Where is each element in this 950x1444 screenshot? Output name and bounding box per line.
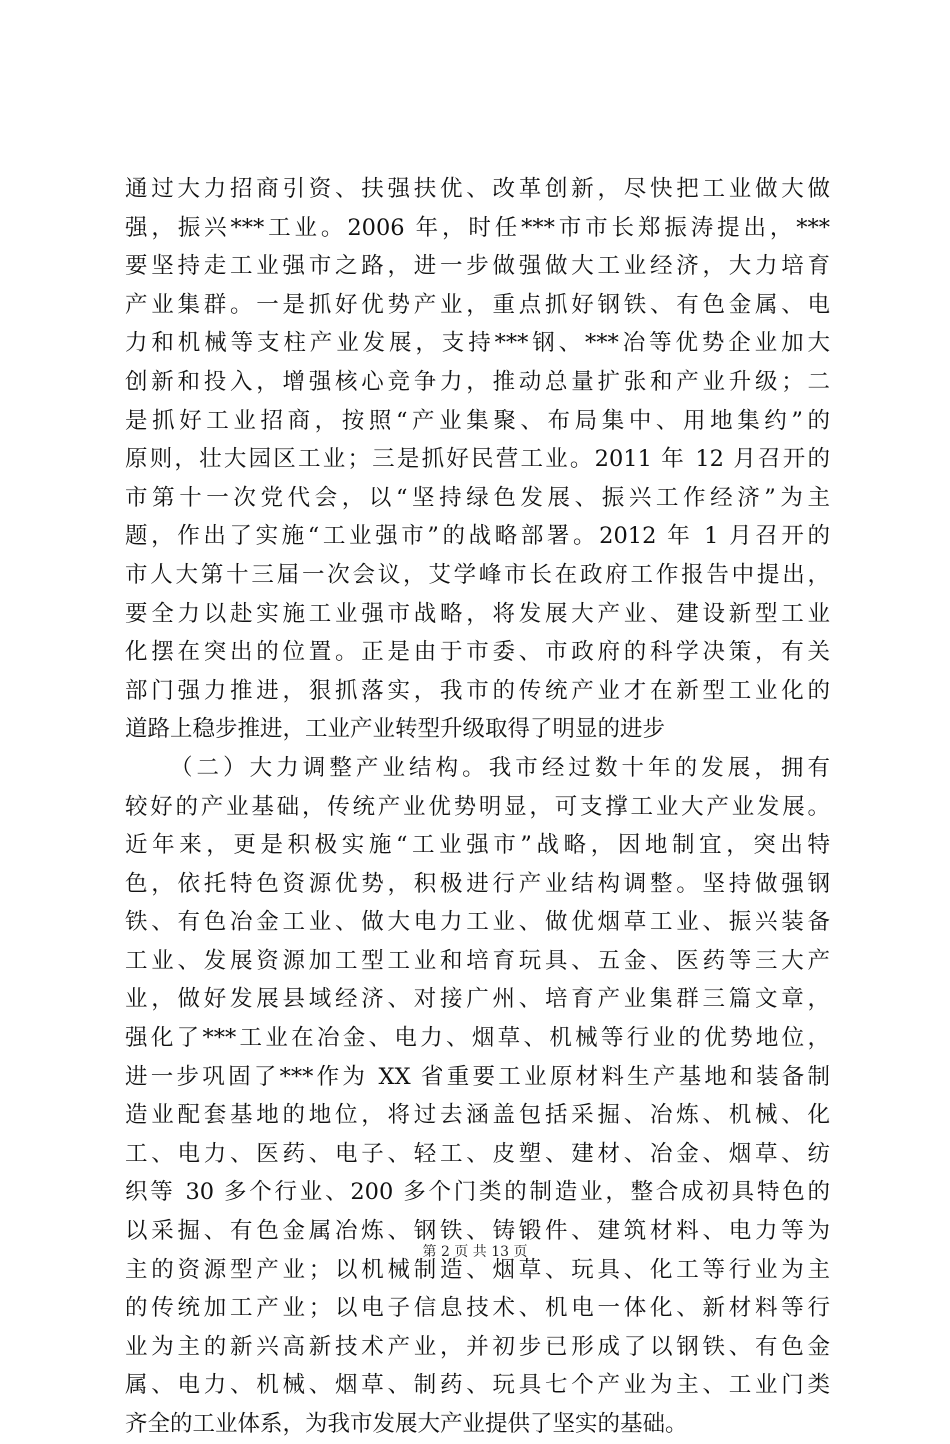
text-line: 近年来，更是积极实施“工业强市”战略，因地制宜，突出特 (125, 832, 830, 859)
text-line: 造业配套基地的地位，将过去涵盖包括采掘、冶炼、机械、化 (125, 1102, 830, 1129)
text-line: 是抓好工业招商，按照“产业集聚、布局集中、用地集约”的 (125, 407, 830, 434)
paragraph-heading-line: （二）大力调整产业结构。我市经过数十年的发展，拥有 (170, 754, 830, 781)
text-line: 工、电力、医药、电子、轻工、皮塑、建材、冶金、烟草、纺 (125, 1140, 830, 1167)
text-line: 主的资源型产业；以机械制造、烟草、玩具、化工等行业为主 (125, 1256, 830, 1283)
text-line: 业，做好发展县域经济、对接广州、培育产业集群三篇文章， (125, 986, 830, 1013)
text-line: 铁、有色冶金工业、做大电力工业、做优烟草工业、振兴装备 (125, 909, 830, 936)
text-line: 以采掘、有色金属冶炼、钢铁、铸锻件、建筑材料、电力等为 (125, 1218, 830, 1245)
text-line: 市人大第十三届一次会议，艾学峰市长在政府工作报告中提出， (125, 561, 830, 588)
text-line: 市第十一次党代会，以“坚持绿色发展、振兴工作经济”为主 (125, 484, 830, 511)
text-line: 织等 30 多个行业、200 多个门类的制造业，整合成初具特色的 (125, 1179, 830, 1206)
text-line: 部门强力推进，狠抓落实，我市的传统产业才在新型工业化的 (125, 677, 830, 704)
text-line: 道路上稳步推进，工业产业转型升级取得了明显的进步 (125, 716, 666, 743)
text-line: 强化了***工业在冶金、电力、烟草、机械等行业的优势地位， (125, 1025, 830, 1052)
text-line: 业为主的新兴高新技术产业，并初步已形成了以钢铁、有色金 (125, 1333, 830, 1360)
text-line: 进一步巩固了***作为 XX 省重要工业原材料生产基地和装备制 (125, 1063, 830, 1090)
text-line: 原则，壮大园区工业；三是抓好民营工业。2011 年 12 月召开的 (125, 446, 830, 473)
text-line: 力和机械等支柱产业发展，支持***钢、***冶等优势企业加大 (125, 330, 830, 357)
text-line: 要全力以赴实施工业强市战略，将发展大产业、建设新型工业 (125, 600, 830, 627)
text-line: 齐全的工业体系，为我市发展大产业提供了坚实的基础。 (125, 1411, 688, 1437)
text-line: 题，作出了实施“工业强市”的战略部署。2012 年 1 月召开的 (125, 523, 830, 550)
text-line: 要坚持走工业强市之路，进一步做强做大工业经济，大力培育 (125, 253, 830, 280)
text-line: 工业、发展资源加工型工业和培育玩具、五金、医药等三大产 (125, 947, 830, 974)
text-line: 属、电力、机械、烟草、制药、玩具七个产业为主、工业门类 (125, 1372, 830, 1399)
text-line: 强，振兴***工业。2006 年，时任***市市长郑振涛提出，*** (125, 214, 830, 241)
text-line: 通过大力招商引资、扶强扶优、改革创新，尽快把工业做大做 (125, 176, 830, 202)
text-line: 产业集群。一是抓好优势产业，重点抓好钢铁、有色金属、电 (125, 291, 830, 318)
page-footer: 第 2 页 共 13 页 (422, 1244, 528, 1260)
text-line: 的传统加工产业；以电子信息技术、机电一体化、新材料等行 (125, 1295, 830, 1322)
text-line: 创新和投入，增强核心竞争力，推动总量扩张和产业升级；二 (125, 368, 830, 395)
text-line: 色，依托特色资源优势，积极进行产业结构调整。坚持做强钢 (125, 870, 830, 897)
text-line: 较好的产业基础，传统产业优势明显，可支撑工业大产业发展。 (125, 793, 830, 820)
text-line: 化摆在突出的位置。正是由于市委、市政府的科学决策，有关 (125, 639, 830, 666)
